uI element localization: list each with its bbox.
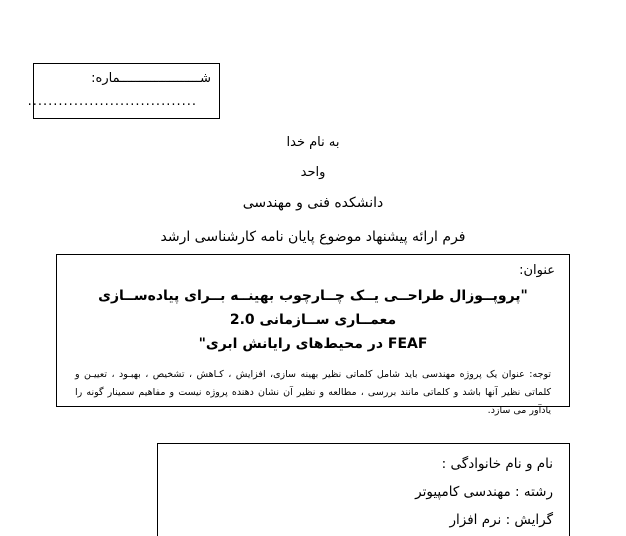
proposal-title-line-2 <box>71 332 555 356</box>
registration-number-dots: ................................. <box>27 94 197 109</box>
field-major <box>174 478 553 506</box>
proposal-title-line-2-text: در محیط‌های رایانش ابری" <box>198 336 384 352</box>
field-major-label: رشته : <box>515 484 553 500</box>
proposal-title-box <box>56 254 570 416</box>
header-line-form-title: فرم ارائه پیشنهاد موضوع پایان نامه کارشناسی ارشد <box>160 229 466 245</box>
title-guidance-note: توجه: عنوان یک پروژه مهندسی باید شامل کلماتی نظیر بهینه سازی، افزایش ، کـاهش ، تشخیص ، بهبـود ، تعییـن و کلماتی نظیر آنها باشد و کلماتی مانند بررسی ، مطالعه و نظیر آن نشان دهنده پروژه نیست و مفاهیم سمینار گونه را یادآور می سازد. <box>75 369 551 416</box>
proposal-title-acronym: FEAF <box>387 336 428 352</box>
proposal-title-line-1: "پروپــوزال طراحــی یــک چــارچوب بهینــه بــرای پیاده‌ســازی معمــاری ســازمانی 2.0 <box>98 288 528 328</box>
field-major-value: مهندسی کامپیوتر <box>415 484 511 500</box>
registration-number-label: شـــــــــــــــــــــماره: <box>91 71 211 86</box>
title-field-label: عنوان: <box>519 263 555 278</box>
header-line-besmellah: به نام خدا <box>286 135 340 150</box>
applicant-fields-box <box>157 443 570 536</box>
field-specialization <box>174 506 553 534</box>
header-line-unit: واحد <box>300 165 326 180</box>
proposal-title <box>71 284 555 356</box>
field-specialization-value: نرم افزار <box>449 512 502 528</box>
registration-number-box <box>27 63 220 119</box>
header-line-faculty: دانشکده فنی و مهندسی <box>242 195 384 211</box>
header-block <box>0 128 626 252</box>
field-full-name <box>174 450 553 478</box>
field-specialization-label: گرایش : <box>505 512 553 528</box>
field-full-name-label: نام و نام خانوادگی : <box>441 456 553 472</box>
